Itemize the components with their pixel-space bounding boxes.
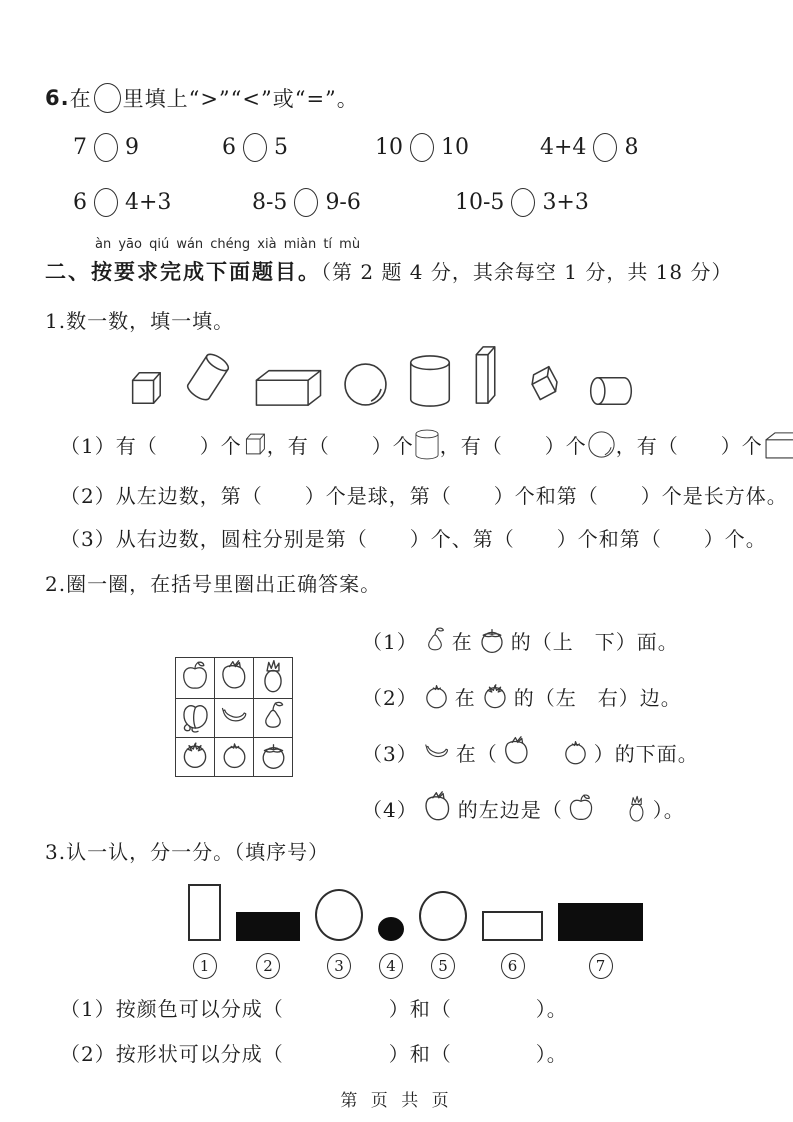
q2-sub3: （3） 在（ ）的下面。 (362, 736, 699, 768)
q3-shape-item (482, 911, 543, 979)
q1-line1: （1）有（ ）个 ，有（ ）个 ，有（ ）个 ，有（ ）个 (60, 428, 793, 460)
persimmon-icon (476, 624, 508, 656)
cube-icon (126, 368, 164, 408)
cylinder-icon (414, 429, 440, 460)
q3-shape-item (188, 884, 221, 979)
cube-tilted-icon (521, 360, 569, 408)
cylinder-lying-icon (587, 374, 635, 408)
cylinder-tilted-icon (182, 346, 234, 408)
q3-title: 3.认一认，分一分。（填序号） (45, 840, 330, 864)
comparison-item: 6 5 (222, 135, 288, 160)
comparison-item: 6 4+3 (73, 190, 172, 215)
answer-circle-icon (94, 83, 121, 113)
circled-number: 3 (327, 953, 351, 979)
q3-shape-item (378, 917, 404, 979)
fruit-grid-row (176, 738, 293, 777)
section2-score-note: （第 2 题 4 分，其余每空 1 分，共 18 分） (321, 260, 733, 284)
q2-sub4: （4） 的左边是（ ）。 (362, 791, 685, 825)
answer-circle-icon (294, 188, 318, 217)
q3-shape-item (236, 912, 300, 979)
peach-icon (179, 700, 212, 733)
strawberry-icon (501, 736, 533, 768)
black-rect-shape (236, 912, 300, 941)
cylinder-icon (407, 354, 453, 408)
q2-sub1: （1） 在 的（上 下）面。 (362, 624, 679, 656)
pear-icon (421, 624, 449, 656)
circled-number: 2 (256, 953, 280, 979)
circled-number: 6 (501, 953, 525, 979)
q3-shape-item (558, 903, 643, 979)
q2-sub2: （2） 在 的（左 右）边。 (362, 680, 682, 712)
answer-circle-icon (410, 133, 434, 162)
black-circle-shape (378, 917, 404, 941)
comparison-item: 10 10 (375, 135, 469, 160)
cube-icon (242, 431, 267, 457)
sphere-icon (342, 361, 389, 408)
apple-icon (566, 793, 596, 823)
page-footer: 第 页 共 页 (340, 1091, 453, 1111)
q2-title: 2.圈一圈，在括号里圈出正确答案。 (45, 572, 382, 596)
white-circle-shape (315, 889, 363, 941)
comparison-item: 10-5 3+3 (455, 190, 589, 215)
q3-shapes-block (188, 884, 643, 979)
pineapple-icon (256, 658, 290, 694)
q6-number: 6. (45, 86, 70, 110)
pinyin-line: àn yāo qiú wán chéng xià miàn tí mù (95, 237, 361, 252)
answer-circle-icon (243, 133, 267, 162)
banana-icon (218, 701, 251, 731)
box-thin-icon (471, 344, 503, 408)
q1-line2: （2）从左边数，第（ ）个是球，第（ ）个和第（ ）个是长方体。 (60, 484, 788, 508)
apple-icon (179, 660, 211, 692)
orange-icon (421, 681, 452, 712)
q3-line2: （2）按形状可以分成（ ）和（ ）。 (60, 1042, 568, 1066)
q6-title: 6. 在 里填上“>”“<”或“=”。 (45, 83, 359, 113)
fruit-grid (175, 657, 293, 777)
section2-heading-text: 二、按要求完成下面题目。 (45, 260, 321, 284)
tomato-icon (178, 738, 212, 772)
q3-line1: （1）按颜色可以分成（ ）和（ ）。 (60, 997, 568, 1021)
circled-number: 4 (379, 953, 403, 979)
sphere-icon (587, 430, 616, 459)
comparison-item: 7 9 (73, 135, 139, 160)
tomato-icon (479, 680, 511, 712)
black-rect-large-shape (558, 903, 643, 941)
strawberry-icon (421, 791, 455, 825)
q1-shapes-row (126, 336, 635, 408)
q3-shape-item (315, 889, 363, 979)
q1-title: 1.数一数，填一填。 (45, 309, 235, 333)
answer-circle-icon (94, 188, 118, 217)
cuboid-icon (763, 428, 793, 460)
pear-icon (257, 699, 289, 733)
comparison-item: 8-5 9-6 (252, 190, 361, 215)
answer-circle-icon (511, 188, 535, 217)
section2-heading (45, 256, 732, 286)
circled-number: 7 (589, 953, 613, 979)
strawberry-icon (218, 660, 251, 693)
answer-circle-icon (593, 133, 617, 162)
comparison-item: 4+4 8 (540, 135, 639, 160)
white-circle-shape (419, 891, 467, 941)
cuboid-icon (252, 364, 324, 408)
orange-icon (560, 737, 591, 768)
circled-number: 1 (193, 953, 217, 979)
q3-shape-item (419, 891, 467, 979)
white-rect-shape (482, 911, 543, 941)
persimmon-icon (257, 739, 290, 772)
orange-icon (218, 739, 251, 772)
q1-line3: （3）从右边数，圆柱分别是第（ ）个、第（ ）个和第（ ）个。 (60, 527, 767, 551)
circled-number: 5 (431, 953, 455, 979)
white-rect-tall-shape (188, 884, 221, 941)
fruit-grid-row (176, 658, 293, 699)
banana-icon (421, 738, 453, 766)
answer-circle-icon (94, 133, 118, 162)
pineapple-icon (623, 792, 650, 825)
fruit-grid-row (176, 699, 293, 738)
